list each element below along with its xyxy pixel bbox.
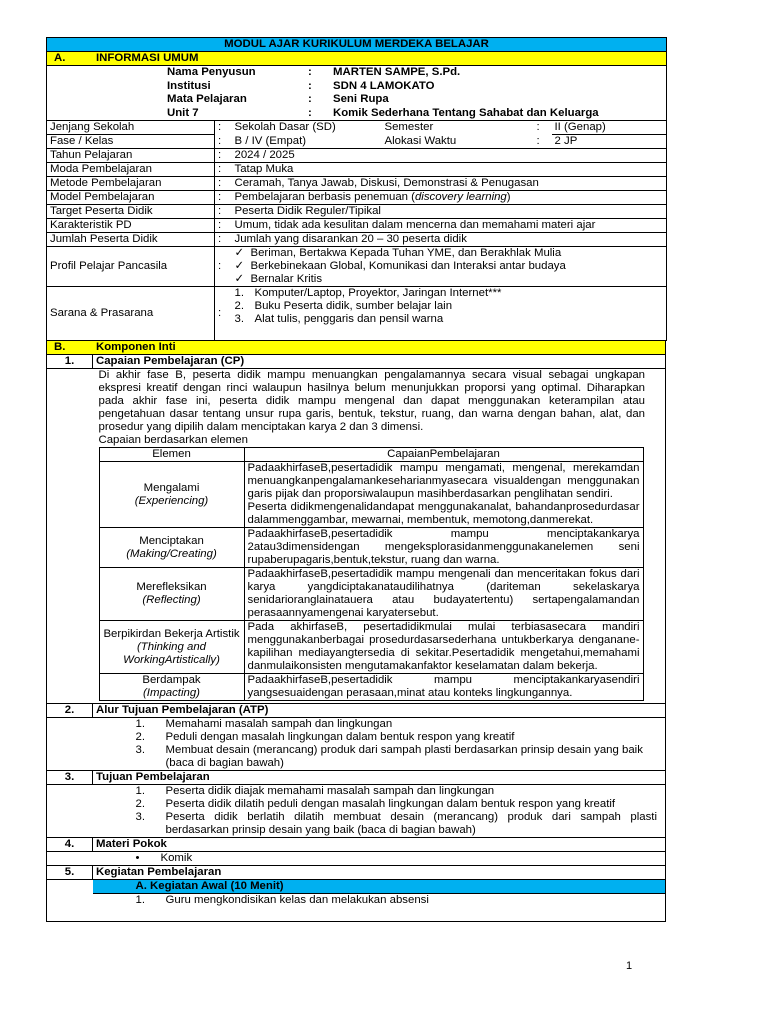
kegiatan-content: A. Kegiatan Awal (10 Menit) 1. Guru mengkondisikan kelas dan melakukan absensi: [93, 880, 666, 922]
page-number: 1: [626, 960, 633, 972]
materi-list: • Komik: [93, 852, 666, 866]
info-row: Metode Pembelajaran : Ceramah, Tanya Jawab, Diskusi, Demonstrasi & Penugasan: [47, 177, 667, 191]
detail-table: [46, 120, 667, 341]
elemen-row: Merefleksikan (Reflecting) PadaakhirfaseB,pesertadidik mampu mengenali dan menceritakan fokus dari karya yangdiciptakanataudilihatnya (dariteman sekelaskarya senidarioranglainatauera atau budayatertentu) sertapengalamandan perasaannyamengenai karyatersebut.: [99, 568, 643, 621]
komponen-table: B. Komponen Inti 1. Capaian Pembelajaran (CP) Di akhir fase B, peserta didik mampu menuangkan pengalamannya secara visual sebagai ungkapan ekspresi kreatif dengan rinci walaupun hasilnya belum menunjukkan proporsi yang optimal. Diharapkan pada akhir fase ini, peserta didik mampu mengenal dan dapat menggunakan keterampilan atau pengetahuan dasar tentang unsur rupa garis, bentuk, tekstur, ruang, dan warna dengan bahan, alat, dan prosedur yang dipilih dalam menciptakan karya 2 dan 3 dimensi. Capaian berdasarkan elemen Elemen CapaianPembelajaran Mengalami (Experiencing) PadaakhirfaseB,pesertadidik mampu mengamati, mengenal, merekamdan menuangkanpengalamankeseharianmyasecara visualdengan menggunakan garis pijak dan proporsiwalaupun masihberdasarkan penglihatan sendiri. Peserta didikmengenalidandapat menggunakanalat, bahandanprosedurdasar dalammenggambar, mewarnai, membentuk, memotong,danmerekat. Menciptakan (Making/Creating) PadaakhirfaseB,pesertadidik mampu menciptakankarya 2atau3dimensidengan mengeksplorasidanmenggunakanelemen seni rupaberupagaris,bentuk,tekstur, ruang dan warna. Merefleksikan (Reflecting) PadaakhirfaseB,pesertadidik mampu mengenali dan menceritakan fokus dari karya yangdiciptakanataudilihatnya (dariteman sekelaskarya senidarioranglainatauera atau budayatertentu) sertapengalamandan perasaannyamengenai karyatersebut. Berpikirdan Bekerja Artistik (Thinking and WorkingArtistically) Pada akhirfaseB, pesertadidikmulai mulai terbiasasecara mandiri menggunakanberbagai prosedurdasarsederhana untukberkarya dengananekapilihan mediayangtersedia di sekitar.Pesertadidik mengetahui,memahami danmulaikonsisten mengutamakanfaktor keselamatan dalam bekerja. Berdampak (Impacting) PadaakhirfaseB,pesertadidik mampu menciptakankaryasendiri yangsesuaidengan perasaan,minat atau konteks lingkungannya. 2. Alur Tujuan Pembelajaran (ATP) 1. Memahami masalah sampah dan lingkungan 2. Peduli dengan masalah lingkungan dalam bentuk respon yang kreatif 3. Membuat desain (merancang) produk dari sampah plasti berdasarkan prinsip desain yang baik (baca di bagian bawah) 3. Tujuan Pembelajaran 1. Peserta didik diajak memahami masalah sampah dan lingkungan 2. Peserta didik dilatih peduli dengan masalah lingkungan dalam bentuk respon yang kreatif 3. Peserta didik berlatih dilatih membuat desain (merancang) produk dari sampah plasti berdasarkan prinsip desain yang baik (baca di bagian bawah) 4. Materi Pokok • Komik 5. Kegiatan Pembelajaran A. Kegiatan Awal (10 Menit) 1. Guru mengkondisikan kelas dan melakukan absensi: [46, 340, 666, 922]
fase-row: Fase / Kelas : B / IV (Empat) Alokasi Waktu : 2 JP: [47, 135, 667, 149]
kegiatan-title: Kegiatan Pembelajaran: [93, 866, 666, 880]
info-row: Mata Pelajaran : Seni Rupa: [167, 93, 389, 105]
info-row: Unit 7 : Komik Sederhana Tentang Sahabat dan Keluarga: [167, 106, 599, 119]
info-row: Moda Pembelajaran : Tatap Muka: [47, 163, 667, 177]
check-icon: ✓: [234, 273, 245, 285]
info-row: Nama Penyusun : MARTEN SAMPE, S.Pd.: [167, 66, 461, 78]
document-page: [46, 37, 666, 922]
check-icon: ✓: [234, 260, 245, 272]
document-title: MODUL AJAR KURIKULUM MERDEKA BELAJAR: [47, 38, 667, 52]
info-row: Tahun Pelajaran : 2024 / 2025: [47, 149, 667, 163]
cp-title: Capaian Pembelajaran (CP): [93, 355, 666, 369]
info-block: [47, 66, 667, 121]
bullet-icon: •: [135, 852, 140, 864]
section-a-header: A. INFORMASI UMUM: [47, 52, 667, 66]
elemen-table: Elemen CapaianPembelajaran Mengalami (Experiencing) PadaakhirfaseB,pesertadidik mampu mengamati, mengenal, merekamdan menuangkanpengalamankeseharianmyasecara visualdengan menggunakan garis pijak dan proporsiwalaupun masihberdasarkan penglihatan sendiri. Peserta didikmengenalidandapat menggunakanalat, bahandanprosedurdasar dalammenggambar, mewarnai, membentuk, memotong,danmerekat. Menciptakan (Making/Creating) PadaakhirfaseB,pesertadidik mampu menciptakankarya 2atau3dimensidengan mengeksplorasidanmenggunakanelemen seni rupaberupagaris,bentuk,tekstur, ruang dan warna. Merefleksikan (Reflecting) PadaakhirfaseB,pesertadidik mampu mengenali dan menceritakan fokus dari karya yangdiciptakanataudilihatnya (dariteman sekelaskarya senidarioranglainatauera atau budayatertentu) sertapengalamandan perasaannyamengenai karyatersebut. Berpikirdan Bekerja Artistik (Thinking and WorkingArtistically) Pada akhirfaseB, pesertadidikmulai mulai terbiasasecara mandiri menggunakanberbagai prosedurdasarsederhana untukberkarya dengananekapilihan mediayangtersedia di sekitar.Pesertadidik mengetahui,memahami danmulaikonsisten mengutamakanfaktor keselamatan dalam bekerja. Berdampak (Impacting) PadaakhirfaseB,pesertadidik mampu menciptakankaryasendiri yangsesuaidengan perasaan,minat atau konteks lingkungannya.: [99, 447, 644, 701]
tujuan-title: Tujuan Pembelajaran: [93, 771, 666, 785]
materi-title: Materi Pokok: [93, 838, 666, 852]
sarana-row: Sarana & Prasarana : 1. Komputer/Laptop, Proyektor, Jaringan Internet*** 2. Buku Peserta didik, sumber belajar lain 3. Alat tulis, penggaris dan pensil warna: [47, 287, 667, 341]
cp-content: Di akhir fase B, peserta didik mampu menuangkan pengalamannya secara visual sebagai ungkapan ekspresi kreatif dengan rinci walaupun hasilnya belum menunjukkan proporsi yang optimal. Diharapkan pada akhir fase ini, peserta didik mampu mengenal dan dapat menggunakan keterampilan atau pengetahuan dasar tentang unsur rupa garis, bentuk, tekstur, ruang, dan warna dengan bahan, alat, dan prosedur yang dipilih dalam menciptakan karya 2 dan 3 dimensi. Capaian berdasarkan elemen Elemen CapaianPembelajaran Mengalami (Experiencing) PadaakhirfaseB,pesertadidik mampu mengamati, mengenal, merekamdan menuangkanpengalamankeseharianmyasecara visualdengan menggunakan garis pijak dan proporsiwalaupun masihberdasarkan penglihatan sendiri. Peserta didikmengenalidandapat menggunakanalat, bahandanprosedurdasar dalammenggambar, mewarnai, membentuk, memotong,danmerekat. Menciptakan (Making/Creating) PadaakhirfaseB,pesertadidik mampu menciptakankarya 2atau3dimensidengan mengeksplorasidanmenggunakanelemen seni rupaberupagaris,bentuk,tekstur, ruang dan warna. Merefleksikan (Reflecting) PadaakhirfaseB,pesertadidik mampu mengenali dan menceritakan fokus dari karya yangdiciptakanataudilihatnya (dariteman sekelaskarya senidarioranglainatauera atau budayatertentu) sertapengalamandan perasaannyamengenai karyatersebut. Berpikirdan Bekerja Artistik (Thinking and WorkingArtistically) Pada akhirfaseB, pesertadidikmulai mulai terbiasasecara mandiri menggunakanberbagai prosedurdasarsederhana untukberkarya dengananekapilihan mediayangtersedia di sekitar.Pesertadidik mengetahui,memahami danmulaikonsisten mengutamakanfaktor keselamatan dalam bekerja. Berdampak (Impacting) PadaakhirfaseB,pesertadidik mampu menciptakankaryasendiri yangsesuaidengan perasaan,minat atau konteks lingkungannya.: [93, 369, 666, 704]
info-row: Institusi : SDN 4 LAMOKATO: [167, 79, 435, 92]
info-row: Model Pembelajaran : Pembelajaran berbasis penemuan (discovery learning): [47, 191, 667, 205]
modul-table: [46, 37, 667, 121]
tujuan-list: 1. Peserta didik diajak memahami masalah sampah dan lingkungan 2. Peserta didik dilatih peduli dengan masalah lingkungan dalam bentuk respon yang kreatif 3. Peserta didik berlatih dilatih membuat desain (merancang) produk dari sampah plasti berdasarkan prinsip desain yang baik (baca di bagian bawah): [93, 785, 666, 838]
atp-list: 1. Memahami masalah sampah dan lingkungan 2. Peduli dengan masalah lingkungan dalam bentuk respon yang kreatif 3. Membuat desain (merancang) produk dari sampah plasti berdasarkan prinsip desain yang baik (baca di bagian bawah): [93, 718, 666, 771]
info-row: Target Peserta Didik : Peserta Didik Reguler/Tipikal: [47, 205, 667, 219]
elemen-row: Menciptakan (Making/Creating) PadaakhirfaseB,pesertadidik mampu menciptakankarya 2atau3dimensidengan mengeksplorasidanmenggunakanelemen seni rupaberupagaris,bentuk,tekstur, ruang dan warna.: [99, 528, 643, 568]
info-row: Jumlah Peserta Didik : Jumlah yang disarankan 20 – 30 peserta didik: [47, 233, 667, 247]
section-b-header: B. Komponen Inti: [47, 341, 666, 355]
info-row: Karakteristik PD : Umum, tidak ada kesulitan dalam mencerna dan memahami materi ajar: [47, 219, 667, 233]
atp-title: Alur Tujuan Pembelajaran (ATP): [93, 704, 666, 718]
elemen-row: Mengalami (Experiencing) PadaakhirfaseB,pesertadidik mampu mengamati, mengenal, merekamdan menuangkanpengalamankeseharianmyasecara visualdengan menggunakan garis pijak dan proporsiwalaupun masihberdasarkan penglihatan sendiri. Peserta didikmengenalidandapat menggunakanalat, bahandanprosedurdasar dalammenggambar, mewarnai, membentuk, memotong,danmerekat.: [99, 462, 643, 528]
check-icon: ✓: [234, 247, 245, 259]
elemen-row: Berdampak (Impacting) PadaakhirfaseB,pesertadidik mampu menciptakankaryasendiri yangsesuaidengan perasaan,minat atau konteks lingkungannya.: [99, 674, 643, 701]
elemen-row: Berpikirdan Bekerja Artistik (Thinking and WorkingArtistically) Pada akhirfaseB, pesertadidikmulai mulai terbiasasecara mandiri menggunakanberbagai prosedurdasarsederhana untukberkarya dengananekapilihan mediayangtersedia di sekitar.Pesertadidik mengetahui,memahami danmulaikonsisten mengutamakanfaktor keselamatan dalam bekerja.: [99, 621, 643, 674]
profil-row: Profil Pelajar Pancasila : ✓ Beriman, Bertakwa Kepada Tuhan YME, dan Berakhlak Mulia ✓ Berkebinekaan Global, Komunikasi dan Interaksi antar budaya ✓ Bernalar Kritis: [47, 247, 667, 287]
jenjang-row: Jenjang Sekolah : Sekolah Dasar (SD) Semester : II (Genap): [47, 121, 667, 135]
kegiatan-awal-header: A. Kegiatan Awal (10 Menit): [93, 880, 666, 894]
